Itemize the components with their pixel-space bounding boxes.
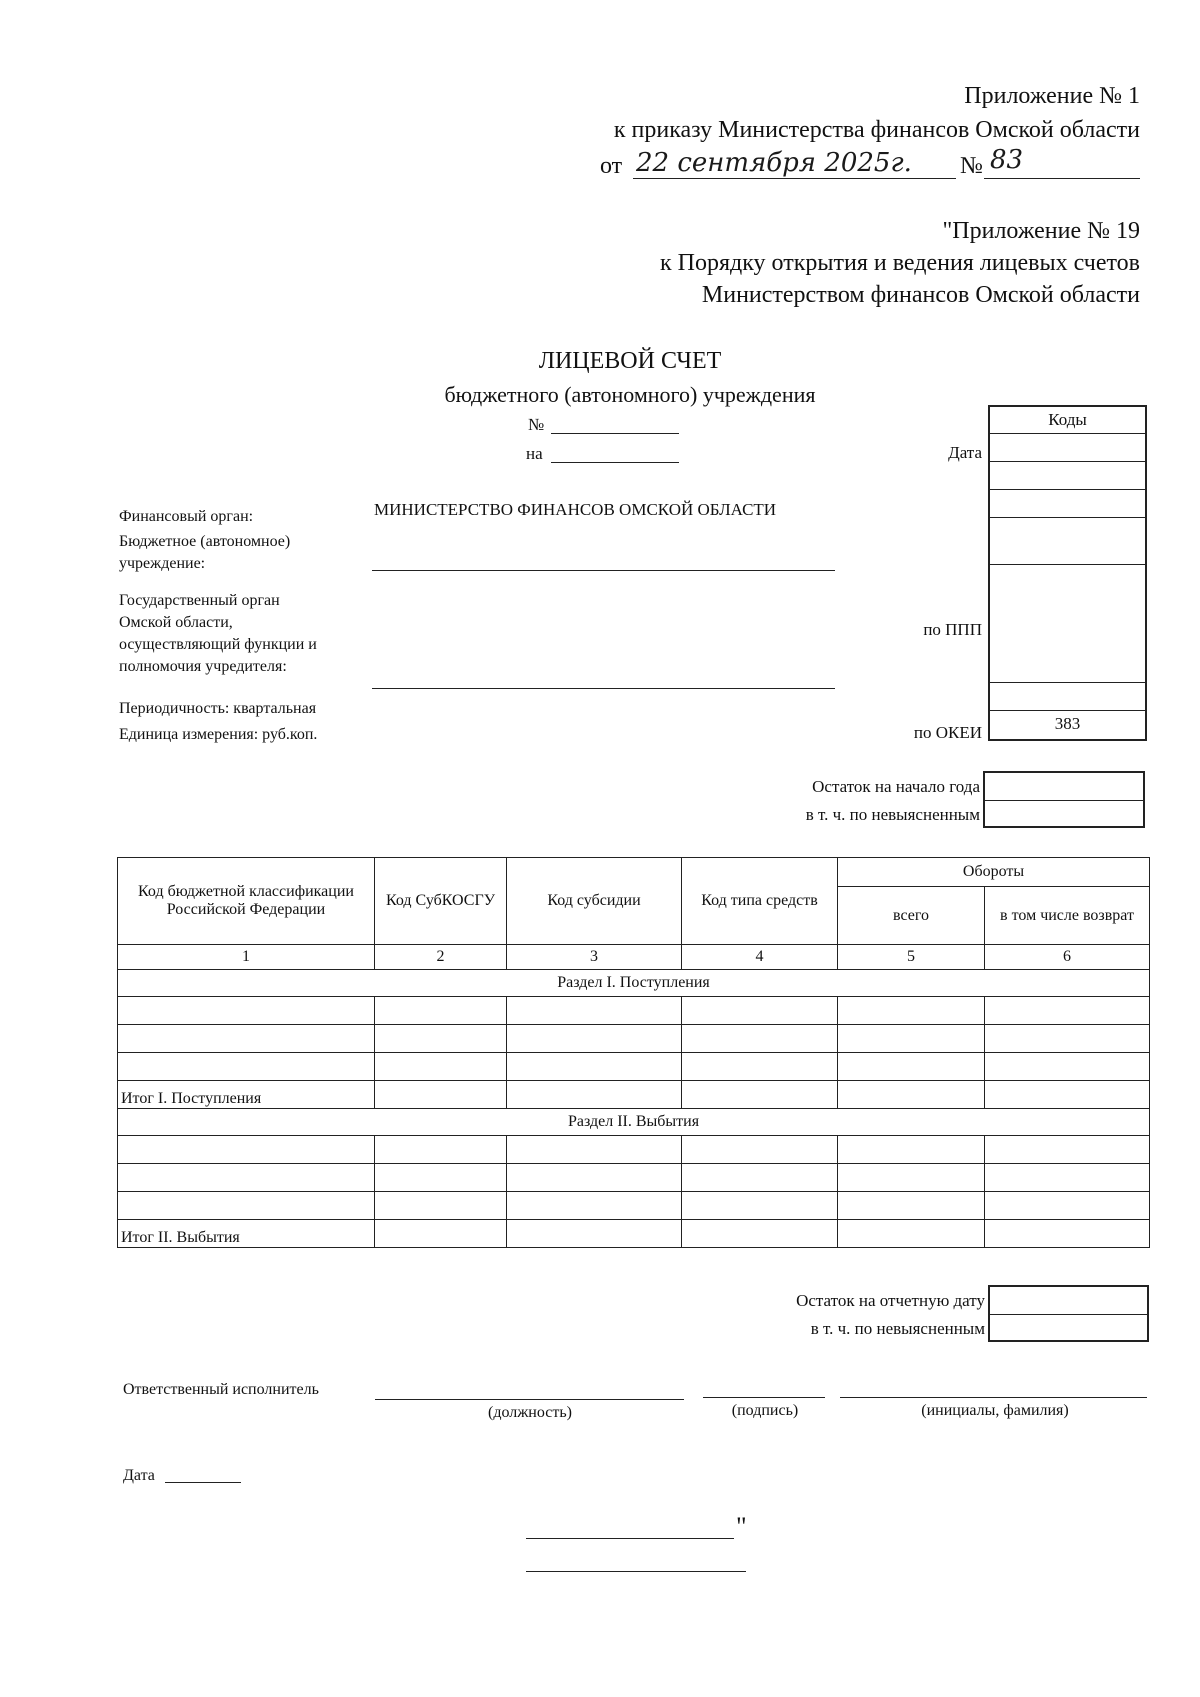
- account-date-line: [551, 462, 679, 463]
- closing-line-2: [526, 1571, 746, 1572]
- turnover-table: [117, 857, 1150, 1248]
- from-prefix: от: [600, 153, 623, 179]
- col-number-2: 2: [375, 945, 507, 970]
- section-2-total: Итог II. Выбытия: [118, 1220, 375, 1248]
- number-sign: №: [960, 153, 983, 179]
- col-number-5: 5: [838, 945, 985, 970]
- codes-okei-label: по ОКЕИ: [913, 723, 982, 742]
- name-line: [840, 1397, 1147, 1398]
- unit-of-measure: Единица измерения: руб.коп.: [119, 726, 318, 743]
- date-label: Дата: [123, 1467, 155, 1484]
- code-cell-2: [990, 462, 1145, 490]
- appendix-19-label: "Приложение № 19: [942, 218, 1140, 244]
- ministry-reference: Министерством финансов Омской области: [701, 282, 1140, 308]
- table-row: [118, 1136, 1150, 1164]
- institution-label-line-1: Бюджетное (автономное): [119, 533, 291, 550]
- gov-organ-label-line-4: полномочия учредителя:: [119, 658, 287, 675]
- section-1-heading: Раздел I. Поступления: [118, 970, 1150, 997]
- procedure-reference: к Порядку открытия и ведения лицевых счетов: [659, 250, 1140, 276]
- position-caption: (должность): [488, 1404, 572, 1421]
- institution-underline: [372, 570, 835, 571]
- date-line: [165, 1482, 241, 1483]
- balance-end-label: Остаток на отчетную дату: [796, 1291, 985, 1310]
- account-date-label: на: [526, 444, 543, 463]
- number-underline: [984, 178, 1140, 179]
- code-cell-4: [990, 518, 1145, 565]
- header-funds-type: Код типа средств: [682, 858, 838, 945]
- signature-line: [703, 1397, 825, 1398]
- responsible-label: Ответственный исполнитель: [123, 1381, 319, 1398]
- col-number-3: 3: [507, 945, 682, 970]
- account-number-label: №: [528, 415, 545, 434]
- gov-organ-label-line-2: Омской области,: [119, 614, 233, 631]
- handwritten-date: 22 сентября 2025г.: [636, 148, 912, 178]
- codes-box: [988, 405, 1147, 741]
- header-kbk: Код бюджетной классификации Российской Федерации: [118, 858, 375, 945]
- table-row: [118, 997, 1150, 1025]
- periodicity: Периодичность: квартальная: [119, 700, 317, 717]
- balance-end-divider: [990, 1287, 1147, 1315]
- fin-organ-label: Финансовый орган:: [119, 508, 254, 525]
- balance-start-label: Остаток на начало года: [812, 777, 980, 796]
- header-subsidy: Код субсидии: [507, 858, 682, 945]
- codes-date-label: Дата: [948, 443, 982, 462]
- codes-ppp-label: по ППП: [923, 620, 982, 639]
- header-total: всего: [838, 887, 985, 945]
- appendix-1-label: Приложение № 1: [964, 83, 1140, 109]
- signature-caption: (подпись): [731, 1402, 799, 1419]
- institution-label-line-2: учреждение:: [119, 555, 206, 572]
- header-refund: в том числе возврат: [985, 887, 1150, 945]
- col-number-4: 4: [682, 945, 838, 970]
- balance-start-divider: [985, 773, 1143, 801]
- balance-end-box: [988, 1285, 1149, 1342]
- table-row: [118, 1192, 1150, 1220]
- header-subkosgu: Код СубКОСГУ: [375, 858, 507, 945]
- closing-quote: ": [736, 1512, 747, 1541]
- table-row: [118, 1164, 1150, 1192]
- code-cell-date: [990, 434, 1145, 462]
- code-cell-7: [990, 683, 1145, 711]
- document-title: ЛИЦЕВОЙ СЧЕТ: [538, 348, 722, 374]
- table-row: [118, 1053, 1150, 1081]
- col-number-6: 6: [985, 945, 1150, 970]
- institution-label: [119, 531, 290, 575]
- section-2-heading: Раздел II. Выбытия: [118, 1109, 1150, 1136]
- gov-organ-label: [119, 590, 317, 678]
- date-underline: [633, 178, 956, 179]
- balance-start-box: [983, 771, 1145, 828]
- code-cell-okei: 383: [1054, 714, 1081, 733]
- document-subtitle: бюджетного (автономного) учреждения: [444, 382, 816, 407]
- gov-organ-label-line-1: Государственный орган: [119, 592, 280, 609]
- closing-line-1: [526, 1538, 734, 1539]
- gov-organ-underline: [372, 688, 835, 689]
- section-1-total: Итог I. Поступления: [118, 1081, 375, 1109]
- code-cell-3: [990, 490, 1145, 518]
- account-number-line: [551, 433, 679, 434]
- order-reference: к приказу Министерства финансов Омской области: [613, 117, 1140, 143]
- code-cell-ppp: [990, 565, 1145, 683]
- name-caption: (инициалы, фамилия): [921, 1402, 1069, 1419]
- header-turnover: Обороты: [838, 858, 1150, 887]
- balance-start-unclear-label: в т. ч. по невыясненным: [805, 805, 980, 824]
- handwritten-number: 83: [990, 145, 1024, 175]
- gov-organ-label-line-3: осуществляющий функции и: [119, 636, 317, 653]
- balance-end-unclear-label: в т. ч. по невыясненным: [810, 1319, 985, 1338]
- codes-header: Коды: [990, 407, 1145, 434]
- fin-organ-value: МИНИСТЕРСТВО ФИНАНСОВ ОМСКОЙ ОБЛАСТИ: [374, 500, 777, 519]
- col-number-1: 1: [118, 945, 375, 970]
- position-line: [375, 1399, 684, 1400]
- table-row: [118, 1025, 1150, 1053]
